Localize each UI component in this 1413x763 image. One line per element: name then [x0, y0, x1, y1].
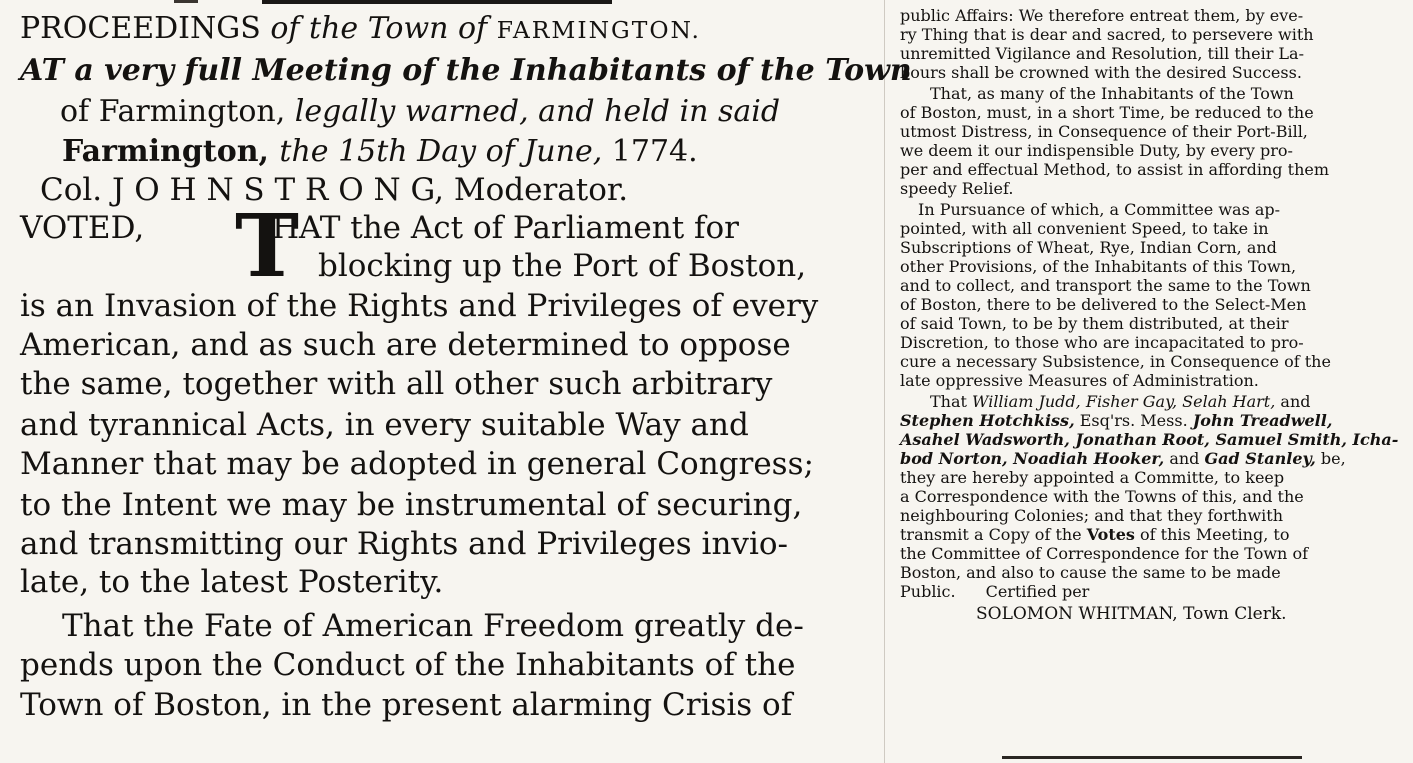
right-line: That, as many of the Inhabitants of the Town	[930, 84, 1294, 103]
committee-line-7: neighbouring Colonies; and that they forthwith	[900, 506, 1283, 525]
fate-line-1: That the Fate of American Freedom greatly de-	[62, 608, 804, 644]
committee-line-9: the Committee of Correspondence for the Town of	[900, 544, 1308, 563]
meeting-line-1: AT a very full Meeting of the Inhabitants of the Town	[20, 53, 912, 88]
right-line: Discretion, to those who are incapacitated to pro-	[900, 333, 1304, 352]
certified-line	[900, 584, 1089, 600]
committee-names: William Judd, Fisher Gay, Selah Hart,	[972, 392, 1276, 411]
votes-word: Votes	[1086, 525, 1135, 544]
meeting-line-2-italic: legally warned, and held in said	[294, 94, 781, 129]
committee-line-5: they are hereby appointed a Committe, to keep	[900, 468, 1285, 487]
right-line: of said Town, to be by them distributed, at their	[900, 314, 1289, 333]
bottom-rule	[1002, 756, 1302, 759]
right-line: Subscriptions of Wheat, Rye, Indian Corn, and	[900, 238, 1277, 257]
committee-line-4	[900, 451, 1346, 467]
committee-line-8	[900, 527, 1289, 543]
right-line: speedy Relief.	[900, 179, 1014, 198]
fate-line-2: pends upon the Conduct of the Inhabitants of the	[20, 647, 796, 683]
committee-text: and	[1164, 449, 1205, 468]
right-line: cure a necessary Subsistence, in Consequence of the	[900, 352, 1331, 371]
committee-text: and	[1275, 392, 1311, 411]
resolution-line-6: and tyrannical Acts, in every suitable Way and	[20, 407, 749, 443]
meeting-line-3-roman: Farmington,	[62, 134, 280, 169]
right-line: we deem it our indispensible Duty, by every pro-	[900, 141, 1293, 160]
column-rule	[884, 0, 885, 763]
public-word: Public.	[900, 582, 956, 601]
committee-names: bod Norton, Noadiah Hooker,	[900, 449, 1165, 468]
committee-line-6: a Correspondence with the Towns of this, and the	[900, 487, 1304, 506]
voted-label: VOTED,	[20, 210, 145, 246]
right-line: other Provisions, of the Inhabitants of this Town,	[900, 257, 1297, 276]
right-line: late oppressive Measures of Administration.	[900, 371, 1259, 390]
signature-line: SOLOMON WHITMAN, Town Clerk.	[976, 604, 1287, 624]
right-line: bours shall be crowned with the desired Success.	[900, 63, 1302, 82]
committee-names: Gad Stanley,	[1204, 449, 1316, 468]
committee-text: be,	[1315, 449, 1346, 468]
resolution-line-1: HAT the Act of Parliament for	[272, 210, 739, 246]
committee-line-3: Asahel Wadsworth, Jonathan Root, Samuel Smith, Icha-	[900, 430, 1399, 449]
meeting-date: the 15th Day of June,	[279, 134, 612, 169]
title-italic: of the Town of	[270, 11, 488, 46]
resolution-line-10: late, to the latest Posterity.	[20, 564, 444, 600]
title-line	[20, 11, 701, 46]
committee-line-1	[930, 394, 1310, 410]
right-line: unremitted Vigilance and Resolution, till their La-	[900, 44, 1304, 63]
fate-line-3: Town of Boston, in the present alarming Crisis of	[20, 687, 793, 723]
committee-text: of this Meeting, to	[1134, 525, 1290, 544]
right-line: public Affairs: We therefore entreat them, by eve-	[900, 6, 1304, 25]
committee-text: That	[930, 392, 973, 411]
moderator-line: Col. J O H N S T R O N G, Moderator.	[40, 172, 629, 208]
resolution-line-8: to the Intent we may be instrumental of securing,	[20, 487, 803, 523]
title-caps: PROCEEDINGS	[20, 11, 261, 46]
drop-cap: T	[235, 196, 299, 297]
right-line: In Pursuance of which, a Committee was ap-	[918, 200, 1281, 219]
right-line: utmost Distress, in Consequence of their Port-Bill,	[900, 122, 1308, 141]
committee-text: transmit a Copy of the	[900, 525, 1087, 544]
meeting-line-2-roman: of Farmington,	[60, 94, 295, 129]
resolution-line-4: American, and as such are determined to oppose	[20, 327, 791, 363]
right-line: per and effectual Method, to assist in affording them	[900, 160, 1330, 179]
committee-names: Stephen Hotchkiss,	[900, 411, 1075, 430]
title-town: FARMINGTON.	[496, 16, 701, 44]
right-line: of Boston, there to be delivered to the Select-Men	[900, 295, 1307, 314]
resolution-line-7: Manner that may be adopted in general Congress;	[20, 446, 814, 482]
right-line: ry Thing that is dear and sacred, to persevere with	[900, 25, 1314, 44]
committee-names: John Treadwell,	[1192, 411, 1333, 430]
meeting-line-3	[62, 134, 698, 169]
resolution-line-9: and transmitting our Rights and Privileges invio-	[20, 526, 788, 562]
right-line: of Boston, must, in a short Time, be reduced to the	[900, 103, 1314, 122]
right-column	[888, 0, 1413, 763]
committee-text: Esq'rs. Mess.	[1074, 411, 1193, 430]
right-line: and to collect, and transport the same to the Town	[900, 276, 1311, 295]
right-line: pointed, with all convenient Speed, to take in	[900, 219, 1269, 238]
resolution-line-2: blocking up the Port of Boston,	[318, 248, 807, 284]
committee-line-10: Boston, and also to cause the same to be made	[900, 563, 1281, 582]
committee-line-2	[900, 413, 1332, 429]
resolution-line-3: is an Invasion of the Rights and Privileges of every	[20, 288, 819, 324]
meeting-year: 1774.	[611, 134, 698, 169]
resolution-line-5: the same, together with all other such arbitrary	[20, 366, 773, 402]
certified-per: Certified per	[985, 582, 1090, 601]
meeting-line-2	[60, 94, 781, 129]
